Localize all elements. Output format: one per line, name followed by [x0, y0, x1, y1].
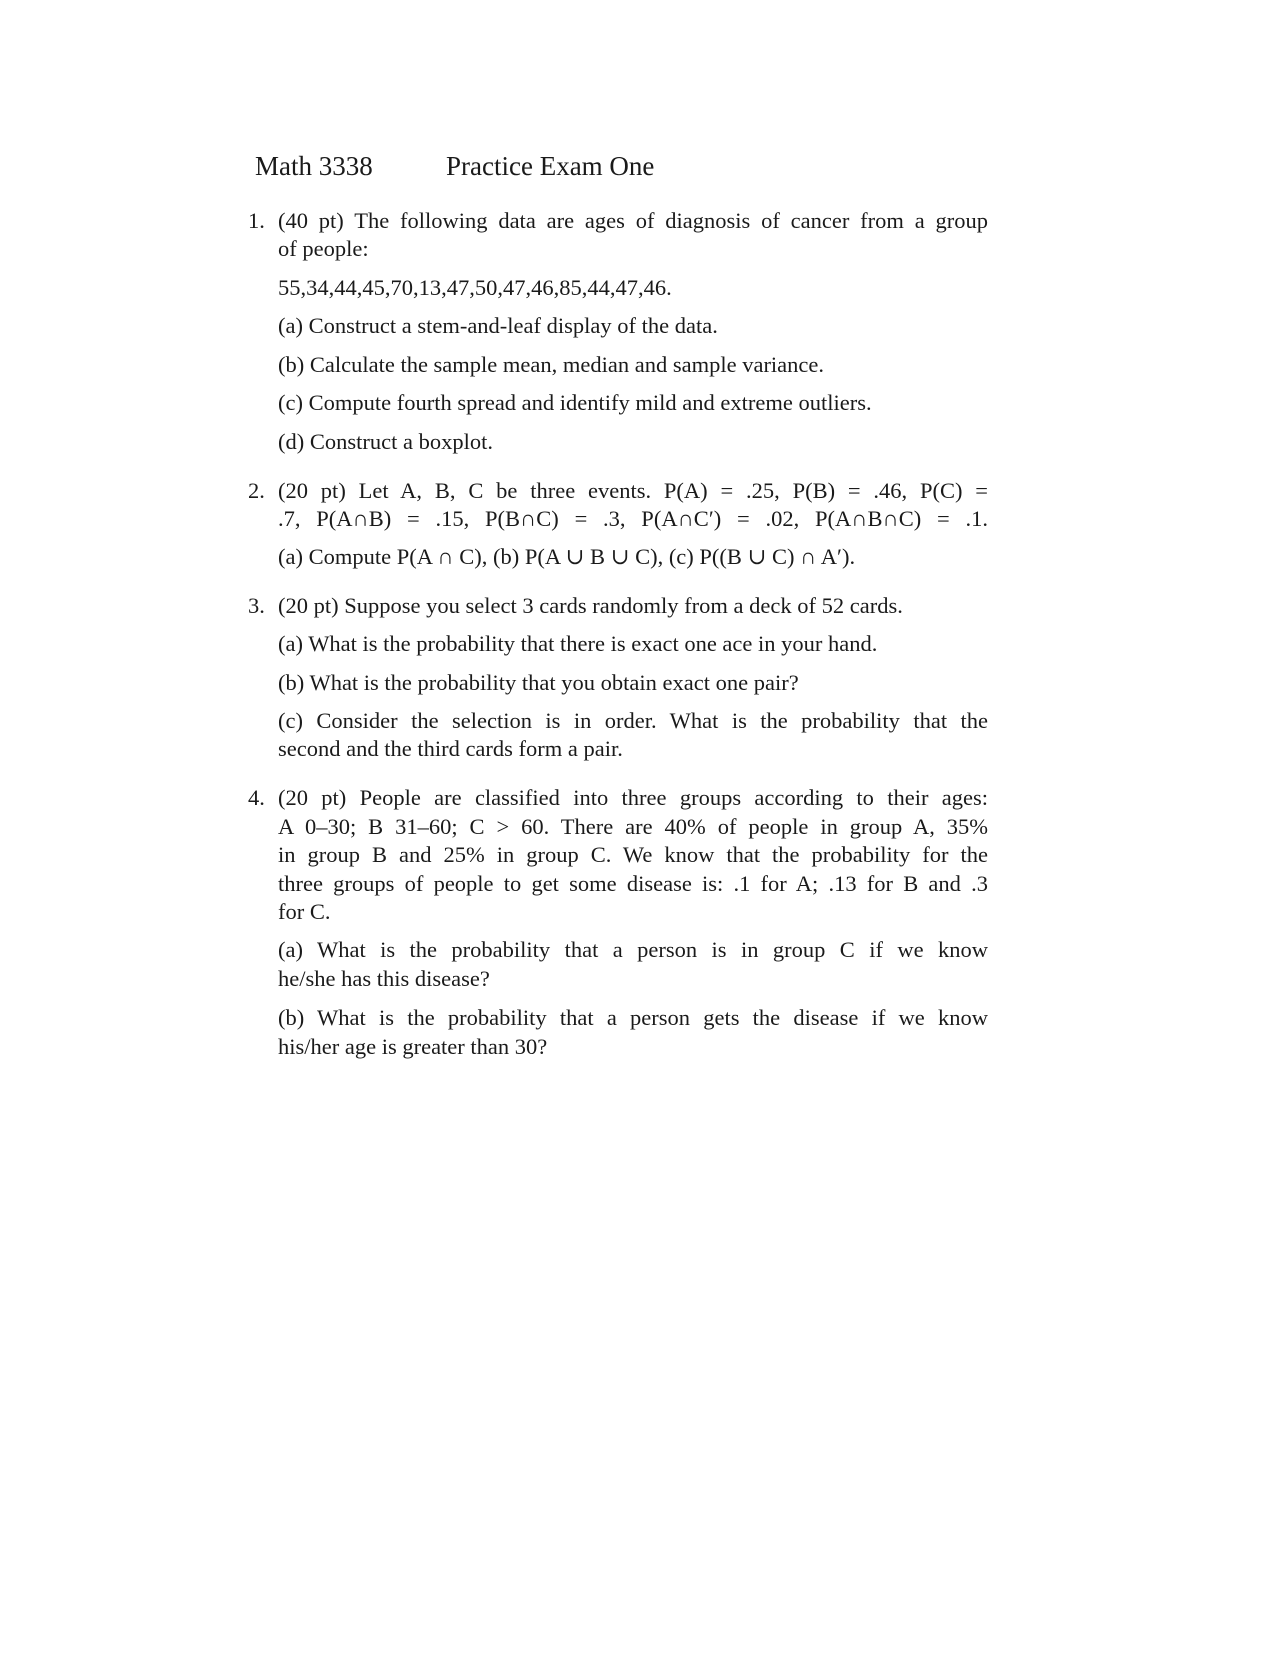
part-a: he/she has this disease?	[278, 966, 490, 991]
part-d: (d) Construct a boxplot.	[278, 429, 493, 454]
question-text: in group B and 25% in group C. We know that the probability for the	[278, 842, 988, 867]
question-number: 4.	[248, 785, 265, 810]
question-text: for C.	[278, 899, 331, 924]
part-c: (c) Compute fourth spread and identify mild and extreme outliers.	[278, 390, 872, 415]
question-text: (40 pt) The following data are ages of diagnosis of cancer from a group	[278, 208, 988, 233]
part-b: (b) What is the probability that a person gets the disease if we know	[278, 1005, 988, 1030]
part-c: second and the third cards form a pair.	[278, 736, 623, 761]
question-text: (20 pt) People are classified into three groups according to their ages:	[278, 785, 988, 810]
question-text: three groups of people to get some disease is: .1 for A; .13 for B and .3	[278, 871, 988, 896]
part-c: (c) Consider the selection is in order. What is the probability that the	[278, 708, 988, 733]
part-a: (a) Construct a stem-and-leaf display of the data.	[278, 313, 718, 338]
part-b: (b) What is the probability that you obtain exact one pair?	[278, 670, 799, 695]
part-a: (a) What is the probability that there is exact one ace in your hand.	[278, 631, 878, 656]
parts-abc: (a) Compute P(A ∩ C), (b) P(A ∪ B ∪ C), (c) P((B ∪ C) ∩ A′).	[278, 544, 856, 569]
question-number: 3.	[248, 593, 265, 618]
question-number: 2.	[248, 478, 265, 503]
question-text: A 0–30; B 31–60; C > 60. There are 40% of people in group A, 35%	[278, 814, 988, 839]
data-values: 55,34,44,45,70,13,47,50,47,46,85,44,47,46.	[278, 275, 672, 300]
part-b: his/her age is greater than 30?	[278, 1034, 548, 1059]
part-a: (a) What is the probability that a person is in group C if we know	[278, 937, 988, 962]
question-text: (20 pt) Let A, B, C be three events. P(A) = .25, P(B) = .46, P(C) =	[278, 478, 988, 503]
question-text: (20 pt) Suppose you select 3 cards randomly from a deck of 52 cards.	[278, 593, 903, 618]
exam-title: Practice Exam One	[446, 151, 655, 181]
question-text: of people:	[278, 236, 369, 261]
question-number: 1.	[248, 208, 265, 233]
part-b: (b) Calculate the sample mean, median and sample variance.	[278, 352, 825, 377]
question-text: .7, P(A∩B) = .15, P(B∩C) = .3, P(A∩C′) = .02, P(A∩B∩C) = .1.	[278, 506, 988, 531]
course-title: Math 3338	[255, 151, 373, 181]
